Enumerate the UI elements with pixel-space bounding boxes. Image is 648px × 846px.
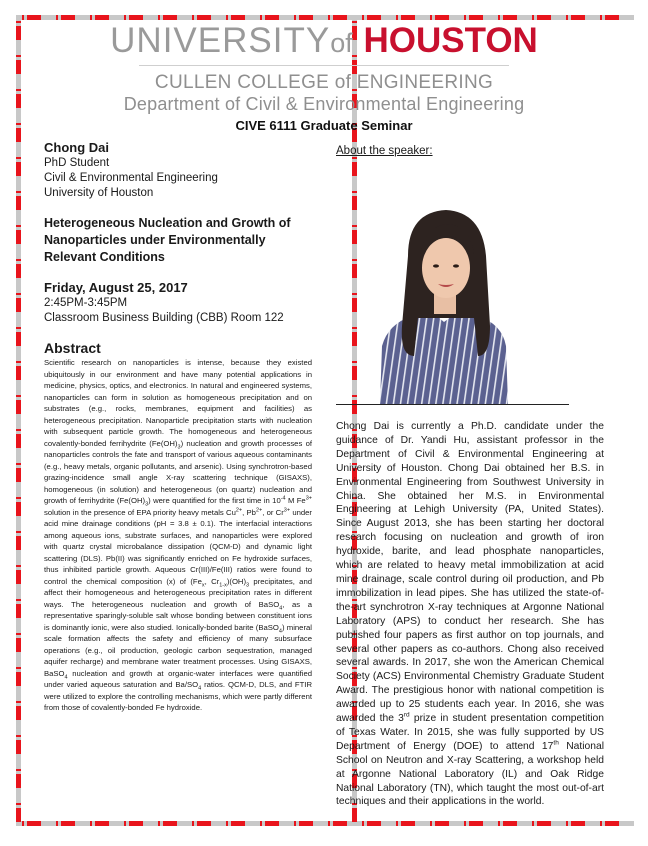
university-logo [0, 22, 648, 62]
left-column [44, 140, 312, 714]
seminar-title: CIVE 6111 Graduate Seminar [235, 118, 413, 133]
right-column [336, 141, 604, 809]
abstract-text: Scientific research on nanoparticles is intense, because they existed ubiquitously in our environment and have many potential applications in medicine, physics, optics, and electronics. In natural and engineered systems, nanoparticles can form in solution as homogeneous precipitation and on substrates (e.g., rocks, membranes, equipment and facilities) as heterogeneous precipitation. Nanoparticle precipitation starts with nucleation with subsequent particle growth. The homogeneous and heterogeneous covalently-bonded ferrihydrite $(Fe(OH)_3)$ nucleation and growth processes of nanoparticles controls the fate and transport of various aqueous contaminants (e.g., heavy metals, organic pollutants, and arsenic). Using synchrotron-based grazing-incidence small angle X-ray scattering technique (GISAXS), homogeneous (in solution) and heterogeneous (on quartz) nucleation and growth of ferrihydrite $(Fe(OH)_3)$ were quantified for the first time in $10^{-4}$ M $Fe^{3+}$ solution in the presence of EPA priority heavy metals $Cu^{2+}$, $Pb^{2+}$, or $Cr^{3+}$ under acid mine drainage conditions (pH = 3.8 ± 0.1). The interfacial interactions among aqueous ions, substrate surfaces, and nanoparticles were explored with quartz crystal microbalance dissipation (QCM-D) and dynamic light scattering (DLS). Pb(II) was significantly enriched on Fe hydroxide surfaces, thus inhibited particle growth. Aqueous Cr(III)/Fe(III) ratios were found to control the chemical composition (x) of ($Fe_x$, $Cr_{1-x})(OH)_3$ precipitates, and affect their homogeneous and heterogeneous precipitation rates in different ways. The heterogeneous nucleation and growth of BaSO$_4$, as a representative sparingly-soluble salt whose bonding between constituent ions is dominantly ionic, were also studied. Ionically-bonded barite (BaSO$_4$) mineral scale formation affects the safety and efficiency of many subsurface operations (e.g., oil production, geologic carbon sequestration, managed aquifer recharge) and membrane water treatment processes. Using GISAXS, BaSO$_4$ nucleation and growth at organic-water interfaces were quantified under varied aqueous saturation and $Ba/SO_4$ ratios. QCM-D, DLS, and FTIR were utilized to explore the controlling mechanisms, which were partly different from those of covalently-bonded Fe hydroxide. [44, 358, 313, 712]
border-bottom [16, 821, 634, 826]
talk-title: Heterogeneous Nucleation and Growth of Nanoparticles under Environmentally Relevant Conditions [44, 216, 291, 264]
logo-houston-text: HOUSTON [363, 21, 538, 60]
speaker-department: Civil & Environmental Engineering [44, 172, 218, 184]
speaker-position: PhD Student [44, 157, 110, 169]
talk-location: Classroom Business Building (CBB) Room 122 [44, 312, 284, 324]
speaker-name: Chong Dai [44, 140, 109, 155]
abstract-heading: Abstract [44, 340, 101, 356]
speaker-photo [378, 206, 510, 404]
speaker-photo-area [336, 192, 574, 404]
border-top [16, 15, 634, 20]
photo-divider [336, 404, 569, 405]
college-name: CULLEN COLLEGE of ENGINEERING [154, 72, 494, 93]
bio-name: Chong Dai [336, 421, 390, 432]
department-name: Department of Civil & Environmental Engineering [123, 94, 525, 114]
speaker-bio: Chong Dai is currently a Ph.D. candidate under the guidance of Dr. Yandi Hu, assistant professor in the Department of Civil & Environmental Engineering at University of Houston. Chong Dai obtained her B.S. in Environmental Engineering from Southwest University in China. She obtained her M.S. in Environmental Engineering at Lehigh University (PA, United States). Since August 2013, she has been starting her doctoral research focusing on nucleation and growth of iron hydroxide, barite, and lead phosphate nanoparticles, which are related to heavy metal immobilization at acid mine drainage, scale control during oil production, and Pb immobilization in lead pipes. She has utilized the state-of-the-art synchrotron X-ray techniques at Argonne National Laboratory (APS) to conduct her research. She has published four papers as first author on top journals, and several other papers as co-authors. Chong also received several awards. In 2017, she won the American Chemical Society (ACS) Environmental Chemistry Graduate Student Award. The prestigious honor with national competition is awarded up to 25 students each year. In 2016, she was awarded the 3rd prize in student presentation competition of Texas Water. In 2015, she was fully supported by US Department of Energy (DOE) to attend 17th National School on Neutron and X-ray Scattering, a workshop held at Argonne National Laboratory (IL) and Oak Ridge National Laboratory (TN), which taught the most out-of-art techniques and their applications in the world. [336, 421, 605, 808]
talk-date: Friday, August 25, 2017 [44, 280, 188, 295]
about-speaker-heading: About the speaker: [336, 145, 433, 157]
logo-divider [139, 65, 509, 66]
talk-time: 2:45PM-3:45PM [44, 297, 128, 309]
border-left [16, 15, 21, 826]
speaker-university: University of Houston [44, 187, 154, 199]
page-header [0, 22, 648, 135]
logo-university-text: UNIVERSITY [110, 21, 331, 60]
logo-of-text: of [330, 28, 353, 58]
